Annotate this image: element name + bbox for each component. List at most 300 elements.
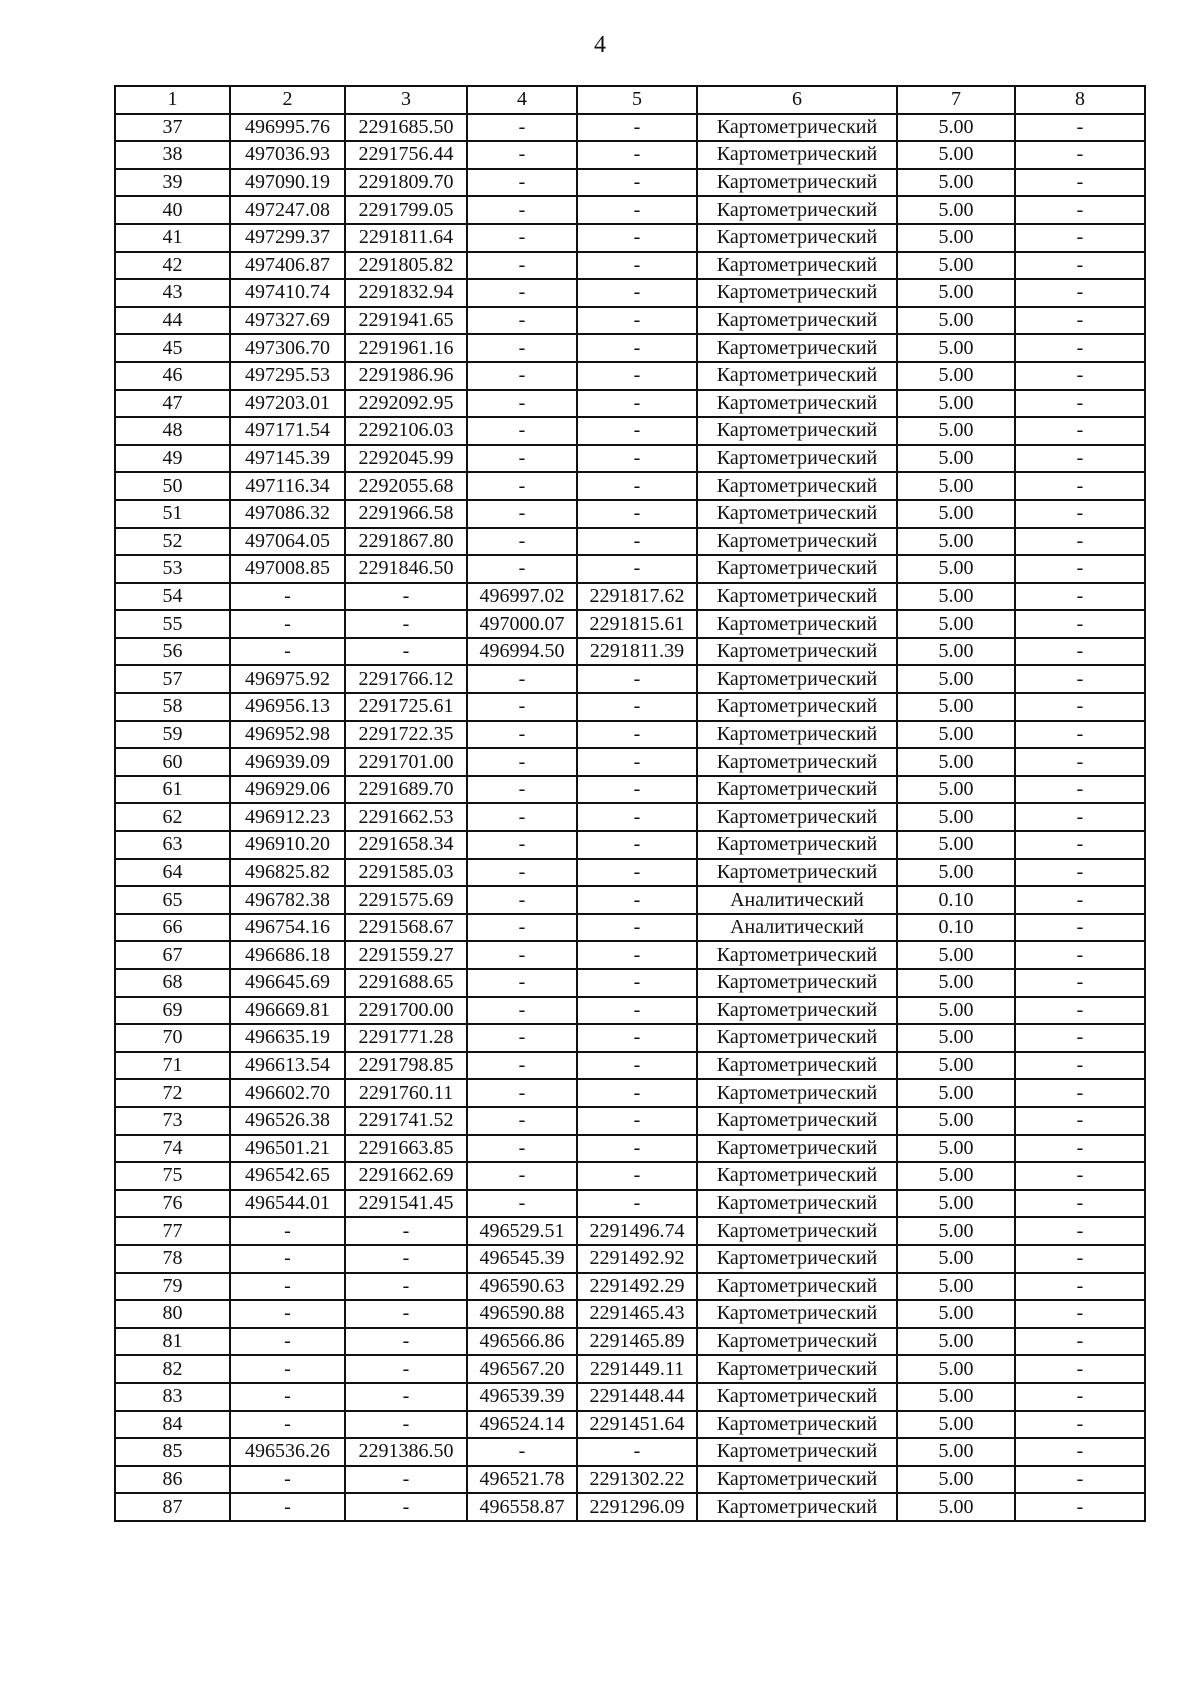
y-new-cell: 2291811.39 — [577, 638, 697, 666]
x-new-cell: 496539.39 — [467, 1383, 577, 1411]
method-cell: Картометрический — [697, 114, 897, 142]
x-new-cell: - — [467, 141, 577, 169]
y-existing-cell: 2291722.35 — [345, 721, 467, 749]
y-existing-cell: 2292092.95 — [345, 390, 467, 418]
x-existing-cell: 497295.53 — [230, 362, 345, 390]
note-cell: - — [1015, 334, 1145, 362]
y-new-cell: - — [577, 693, 697, 721]
point-number-cell: 82 — [115, 1355, 230, 1383]
x-existing-cell: 497090.19 — [230, 169, 345, 197]
table-row — [115, 583, 1145, 611]
x-existing-cell: 496754.16 — [230, 914, 345, 942]
accuracy-cell: 5.00 — [897, 665, 1015, 693]
table-row — [115, 831, 1145, 859]
point-number-cell: 86 — [115, 1466, 230, 1494]
table-row — [115, 1107, 1145, 1135]
x-new-cell: - — [467, 1135, 577, 1163]
point-number-cell: 60 — [115, 748, 230, 776]
method-cell: Картометрический — [697, 1383, 897, 1411]
note-cell: - — [1015, 1493, 1145, 1521]
y-new-cell: - — [577, 886, 697, 914]
note-cell: - — [1015, 1052, 1145, 1080]
table-row — [115, 1217, 1145, 1245]
point-number-cell: 61 — [115, 776, 230, 804]
x-existing-cell: - — [230, 1273, 345, 1301]
y-new-cell: - — [577, 831, 697, 859]
y-existing-cell: 2291568.67 — [345, 914, 467, 942]
point-number-cell: 45 — [115, 334, 230, 362]
note-cell: - — [1015, 1217, 1145, 1245]
method-cell: Картометрический — [697, 1355, 897, 1383]
method-cell: Картометрический — [697, 803, 897, 831]
accuracy-cell: 5.00 — [897, 1024, 1015, 1052]
method-cell: Картометрический — [697, 169, 897, 197]
accuracy-cell: 5.00 — [897, 528, 1015, 556]
y-new-cell: - — [577, 1162, 697, 1190]
header-row — [115, 86, 1145, 114]
accuracy-cell: 5.00 — [897, 1079, 1015, 1107]
note-cell: - — [1015, 555, 1145, 583]
point-number-cell: 62 — [115, 803, 230, 831]
y-existing-cell: - — [345, 1300, 467, 1328]
accuracy-cell: 5.00 — [897, 1135, 1015, 1163]
accuracy-cell: 5.00 — [897, 1493, 1015, 1521]
y-new-cell: - — [577, 859, 697, 887]
point-number-cell: 70 — [115, 1024, 230, 1052]
x-existing-cell: 496912.23 — [230, 803, 345, 831]
method-cell: Картометрический — [697, 390, 897, 418]
note-cell: - — [1015, 1355, 1145, 1383]
table-row — [115, 1355, 1145, 1383]
x-new-cell: - — [467, 1107, 577, 1135]
y-existing-cell: 2292106.03 — [345, 417, 467, 445]
method-cell: Картометрический — [697, 1411, 897, 1439]
y-existing-cell: - — [345, 1273, 467, 1301]
note-cell: - — [1015, 1135, 1145, 1163]
note-cell: - — [1015, 445, 1145, 473]
header-cell: 7 — [897, 86, 1015, 114]
y-existing-cell: 2291386.50 — [345, 1438, 467, 1466]
method-cell: Картометрический — [697, 1466, 897, 1494]
table-row — [115, 417, 1145, 445]
point-number-cell: 48 — [115, 417, 230, 445]
x-new-cell: 496545.39 — [467, 1245, 577, 1273]
x-existing-cell: 497171.54 — [230, 417, 345, 445]
accuracy-cell: 5.00 — [897, 196, 1015, 224]
y-new-cell: 2291496.74 — [577, 1217, 697, 1245]
y-existing-cell: 2291760.11 — [345, 1079, 467, 1107]
x-existing-cell: 497086.32 — [230, 500, 345, 528]
y-new-cell: - — [577, 114, 697, 142]
table-row — [115, 665, 1145, 693]
y-new-cell: - — [577, 196, 697, 224]
x-new-cell: 496590.88 — [467, 1300, 577, 1328]
point-number-cell: 67 — [115, 941, 230, 969]
x-existing-cell: 497406.87 — [230, 252, 345, 280]
note-cell: - — [1015, 1300, 1145, 1328]
accuracy-cell: 0.10 — [897, 886, 1015, 914]
method-cell: Картометрический — [697, 307, 897, 335]
accuracy-cell: 5.00 — [897, 693, 1015, 721]
x-existing-cell: - — [230, 1383, 345, 1411]
accuracy-cell: 5.00 — [897, 472, 1015, 500]
method-cell: Картометрический — [697, 721, 897, 749]
note-cell: - — [1015, 1245, 1145, 1273]
y-existing-cell: 2291832.94 — [345, 279, 467, 307]
x-existing-cell: 497247.08 — [230, 196, 345, 224]
method-cell: Картометрический — [697, 997, 897, 1025]
table-row — [115, 1493, 1145, 1521]
y-new-cell: - — [577, 748, 697, 776]
x-new-cell: - — [467, 969, 577, 997]
note-cell: - — [1015, 610, 1145, 638]
point-number-cell: 75 — [115, 1162, 230, 1190]
y-existing-cell: 2291961.16 — [345, 334, 467, 362]
header-cell: 4 — [467, 86, 577, 114]
table-row — [115, 721, 1145, 749]
table-row — [115, 610, 1145, 638]
y-existing-cell: 2291809.70 — [345, 169, 467, 197]
x-new-cell: - — [467, 721, 577, 749]
table-row — [115, 1079, 1145, 1107]
point-number-cell: 52 — [115, 528, 230, 556]
point-number-cell: 57 — [115, 665, 230, 693]
table-row — [115, 1162, 1145, 1190]
accuracy-cell: 5.00 — [897, 417, 1015, 445]
accuracy-cell: 5.00 — [897, 390, 1015, 418]
x-new-cell: - — [467, 169, 577, 197]
x-existing-cell: 496686.18 — [230, 941, 345, 969]
note-cell: - — [1015, 417, 1145, 445]
note-cell: - — [1015, 1107, 1145, 1135]
y-existing-cell: 2291700.00 — [345, 997, 467, 1025]
accuracy-cell: 5.00 — [897, 114, 1015, 142]
table-row — [115, 886, 1145, 914]
method-cell: Картометрический — [697, 252, 897, 280]
y-new-cell: - — [577, 141, 697, 169]
x-existing-cell: 496956.13 — [230, 693, 345, 721]
accuracy-cell: 5.00 — [897, 1411, 1015, 1439]
accuracy-cell: 5.00 — [897, 1438, 1015, 1466]
y-new-cell: - — [577, 224, 697, 252]
note-cell: - — [1015, 1273, 1145, 1301]
x-new-cell: - — [467, 1190, 577, 1218]
note-cell: - — [1015, 914, 1145, 942]
table-row — [115, 1411, 1145, 1439]
note-cell: - — [1015, 1438, 1145, 1466]
x-new-cell: - — [467, 196, 577, 224]
table-row — [115, 1245, 1145, 1273]
table-row — [115, 445, 1145, 473]
method-cell: Картометрический — [697, 1273, 897, 1301]
y-existing-cell: 2291658.34 — [345, 831, 467, 859]
table-row — [115, 169, 1145, 197]
y-new-cell: 2291815.61 — [577, 610, 697, 638]
point-number-cell: 76 — [115, 1190, 230, 1218]
table-row — [115, 279, 1145, 307]
point-number-cell: 71 — [115, 1052, 230, 1080]
method-cell: Картометрический — [697, 1107, 897, 1135]
table-row — [115, 528, 1145, 556]
table-row — [115, 1024, 1145, 1052]
x-existing-cell: 496939.09 — [230, 748, 345, 776]
x-existing-cell: - — [230, 583, 345, 611]
accuracy-cell: 5.00 — [897, 1383, 1015, 1411]
y-existing-cell: 2291766.12 — [345, 665, 467, 693]
x-new-cell: - — [467, 445, 577, 473]
y-new-cell: 2291817.62 — [577, 583, 697, 611]
table-row — [115, 224, 1145, 252]
method-cell: Картометрический — [697, 1438, 897, 1466]
y-new-cell: - — [577, 528, 697, 556]
method-cell: Картометрический — [697, 472, 897, 500]
method-cell: Картометрический — [697, 1245, 897, 1273]
x-existing-cell: - — [230, 1300, 345, 1328]
note-cell: - — [1015, 169, 1145, 197]
table-row — [115, 307, 1145, 335]
y-existing-cell: 2291701.00 — [345, 748, 467, 776]
accuracy-cell: 5.00 — [897, 445, 1015, 473]
y-new-cell: 2291296.09 — [577, 1493, 697, 1521]
method-cell: Картометрический — [697, 555, 897, 583]
x-existing-cell: 496613.54 — [230, 1052, 345, 1080]
x-new-cell: - — [467, 886, 577, 914]
accuracy-cell: 5.00 — [897, 500, 1015, 528]
x-new-cell: - — [467, 472, 577, 500]
accuracy-cell: 5.00 — [897, 1162, 1015, 1190]
y-new-cell: 2291449.11 — [577, 1355, 697, 1383]
accuracy-cell: 5.00 — [897, 748, 1015, 776]
table-row — [115, 390, 1145, 418]
point-number-cell: 73 — [115, 1107, 230, 1135]
x-existing-cell: - — [230, 1493, 345, 1521]
x-new-cell: - — [467, 334, 577, 362]
note-cell: - — [1015, 114, 1145, 142]
y-new-cell: - — [577, 334, 697, 362]
point-number-cell: 63 — [115, 831, 230, 859]
method-cell: Картометрический — [697, 1217, 897, 1245]
y-new-cell: - — [577, 390, 697, 418]
x-new-cell: - — [467, 941, 577, 969]
y-existing-cell: 2292045.99 — [345, 445, 467, 473]
method-cell: Картометрический — [697, 748, 897, 776]
note-cell: - — [1015, 224, 1145, 252]
y-existing-cell: 2291662.69 — [345, 1162, 467, 1190]
note-cell: - — [1015, 776, 1145, 804]
point-number-cell: 64 — [115, 859, 230, 887]
accuracy-cell: 5.00 — [897, 969, 1015, 997]
table-row — [115, 941, 1145, 969]
note-cell: - — [1015, 279, 1145, 307]
y-existing-cell: - — [345, 1466, 467, 1494]
note-cell: - — [1015, 721, 1145, 749]
y-existing-cell: 2291725.61 — [345, 693, 467, 721]
note-cell: - — [1015, 1466, 1145, 1494]
y-new-cell: - — [577, 997, 697, 1025]
point-number-cell: 81 — [115, 1328, 230, 1356]
y-new-cell: - — [577, 776, 697, 804]
accuracy-cell: 5.00 — [897, 803, 1015, 831]
y-existing-cell: 2291867.80 — [345, 528, 467, 556]
accuracy-cell: 5.00 — [897, 224, 1015, 252]
x-existing-cell: - — [230, 1355, 345, 1383]
note-cell: - — [1015, 196, 1145, 224]
method-cell: Картометрический — [697, 224, 897, 252]
table-row — [115, 141, 1145, 169]
table-row — [115, 1438, 1145, 1466]
method-cell: Картометрический — [697, 776, 897, 804]
x-existing-cell: - — [230, 1245, 345, 1273]
note-cell: - — [1015, 583, 1145, 611]
note-cell: - — [1015, 362, 1145, 390]
y-new-cell: - — [577, 665, 697, 693]
method-cell: Картометрический — [697, 638, 897, 666]
header-cell: 1 — [115, 86, 230, 114]
x-existing-cell: 496635.19 — [230, 1024, 345, 1052]
x-new-cell: - — [467, 859, 577, 887]
note-cell: - — [1015, 831, 1145, 859]
x-new-cell: - — [467, 1052, 577, 1080]
y-new-cell: - — [577, 1438, 697, 1466]
accuracy-cell: 5.00 — [897, 583, 1015, 611]
x-existing-cell: - — [230, 638, 345, 666]
accuracy-cell: 5.00 — [897, 1355, 1015, 1383]
x-existing-cell: 496995.76 — [230, 114, 345, 142]
note-cell: - — [1015, 665, 1145, 693]
table-row — [115, 776, 1145, 804]
x-existing-cell: 497410.74 — [230, 279, 345, 307]
x-new-cell: - — [467, 1024, 577, 1052]
x-existing-cell: - — [230, 1328, 345, 1356]
y-new-cell: - — [577, 1052, 697, 1080]
point-number-cell: 43 — [115, 279, 230, 307]
y-existing-cell: - — [345, 1355, 467, 1383]
method-cell: Картометрический — [697, 969, 897, 997]
point-number-cell: 59 — [115, 721, 230, 749]
table-row — [115, 1273, 1145, 1301]
note-cell: - — [1015, 500, 1145, 528]
x-new-cell: 496997.02 — [467, 583, 577, 611]
method-cell: Картометрический — [697, 831, 897, 859]
y-new-cell: - — [577, 1024, 697, 1052]
note-cell: - — [1015, 1162, 1145, 1190]
note-cell: - — [1015, 141, 1145, 169]
x-new-cell: - — [467, 528, 577, 556]
y-existing-cell: 2292055.68 — [345, 472, 467, 500]
x-new-cell: - — [467, 665, 577, 693]
accuracy-cell: 5.00 — [897, 1273, 1015, 1301]
note-cell: - — [1015, 390, 1145, 418]
point-number-cell: 78 — [115, 1245, 230, 1273]
accuracy-cell: 5.00 — [897, 1190, 1015, 1218]
note-cell: - — [1015, 886, 1145, 914]
y-new-cell: - — [577, 555, 697, 583]
point-number-cell: 40 — [115, 196, 230, 224]
note-cell: - — [1015, 638, 1145, 666]
x-new-cell: - — [467, 307, 577, 335]
x-new-cell: - — [467, 831, 577, 859]
y-existing-cell: - — [345, 1493, 467, 1521]
x-existing-cell: 496910.20 — [230, 831, 345, 859]
point-number-cell: 65 — [115, 886, 230, 914]
y-new-cell: - — [577, 969, 697, 997]
header-cell: 3 — [345, 86, 467, 114]
y-new-cell: - — [577, 307, 697, 335]
x-new-cell: - — [467, 500, 577, 528]
x-new-cell: 496558.87 — [467, 1493, 577, 1521]
x-existing-cell: 497306.70 — [230, 334, 345, 362]
table-row — [115, 1135, 1145, 1163]
y-new-cell: - — [577, 500, 697, 528]
x-existing-cell: - — [230, 1411, 345, 1439]
point-number-cell: 83 — [115, 1383, 230, 1411]
note-cell: - — [1015, 1024, 1145, 1052]
y-existing-cell: 2291685.50 — [345, 114, 467, 142]
method-cell: Картометрический — [697, 334, 897, 362]
y-existing-cell: 2291688.65 — [345, 969, 467, 997]
point-number-cell: 84 — [115, 1411, 230, 1439]
y-existing-cell: 2291798.85 — [345, 1052, 467, 1080]
accuracy-cell: 5.00 — [897, 1107, 1015, 1135]
y-existing-cell: 2291541.45 — [345, 1190, 467, 1218]
note-cell: - — [1015, 693, 1145, 721]
note-cell: - — [1015, 472, 1145, 500]
point-number-cell: 77 — [115, 1217, 230, 1245]
note-cell: - — [1015, 307, 1145, 335]
point-number-cell: 49 — [115, 445, 230, 473]
accuracy-cell: 5.00 — [897, 279, 1015, 307]
point-number-cell: 79 — [115, 1273, 230, 1301]
method-cell: Картометрический — [697, 1024, 897, 1052]
note-cell: - — [1015, 1079, 1145, 1107]
accuracy-cell: 5.00 — [897, 252, 1015, 280]
y-new-cell: 2291302.22 — [577, 1466, 697, 1494]
point-number-cell: 69 — [115, 997, 230, 1025]
x-existing-cell: 496645.69 — [230, 969, 345, 997]
y-new-cell: - — [577, 279, 697, 307]
point-number-cell: 80 — [115, 1300, 230, 1328]
x-new-cell: - — [467, 279, 577, 307]
y-existing-cell: 2291846.50 — [345, 555, 467, 583]
method-cell: Картометрический — [697, 1493, 897, 1521]
x-new-cell: - — [467, 693, 577, 721]
x-new-cell: 496521.78 — [467, 1466, 577, 1494]
table-row — [115, 1383, 1145, 1411]
y-existing-cell: 2291986.96 — [345, 362, 467, 390]
x-new-cell: - — [467, 803, 577, 831]
y-new-cell: - — [577, 445, 697, 473]
y-new-cell: - — [577, 472, 697, 500]
table-row — [115, 1466, 1145, 1494]
y-new-cell: - — [577, 252, 697, 280]
y-new-cell: - — [577, 1190, 697, 1218]
note-cell: - — [1015, 528, 1145, 556]
table-row — [115, 969, 1145, 997]
x-new-cell: 496566.86 — [467, 1328, 577, 1356]
point-number-cell: 68 — [115, 969, 230, 997]
y-new-cell: 2291492.29 — [577, 1273, 697, 1301]
x-new-cell: - — [467, 914, 577, 942]
method-cell: Картометрический — [697, 1079, 897, 1107]
x-existing-cell: 497203.01 — [230, 390, 345, 418]
y-existing-cell: 2291663.85 — [345, 1135, 467, 1163]
y-existing-cell: 2291756.44 — [345, 141, 467, 169]
y-existing-cell: 2291662.53 — [345, 803, 467, 831]
note-cell: - — [1015, 997, 1145, 1025]
x-new-cell: - — [467, 776, 577, 804]
x-existing-cell: 497145.39 — [230, 445, 345, 473]
x-existing-cell: 497064.05 — [230, 528, 345, 556]
